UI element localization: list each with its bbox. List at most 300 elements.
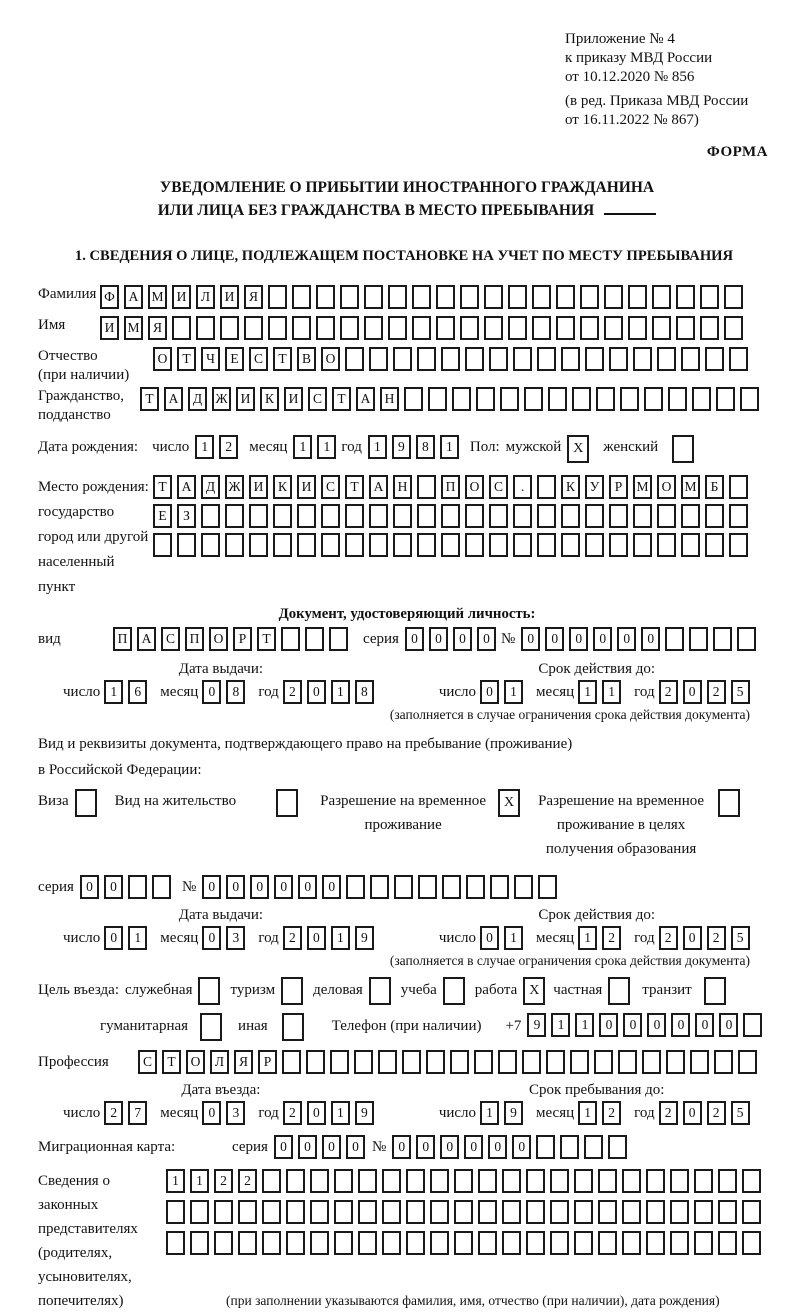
char-cell[interactable]: 0: [322, 1135, 341, 1159]
male-checkbox[interactable]: X: [567, 435, 589, 463]
char-cell[interactable]: 0: [641, 627, 660, 651]
char-cell[interactable]: 9: [504, 1101, 523, 1125]
char-cell[interactable]: [476, 387, 495, 411]
char-cell[interactable]: [724, 285, 743, 309]
char-cell[interactable]: 1: [190, 1169, 209, 1193]
char-cell[interactable]: [657, 504, 676, 528]
char-cell[interactable]: [646, 1231, 665, 1255]
char-cell[interactable]: [190, 1231, 209, 1255]
char-cell[interactable]: [502, 1169, 521, 1193]
char-cell[interactable]: Т: [140, 387, 159, 411]
char-cell[interactable]: Т: [332, 387, 351, 411]
char-cell[interactable]: [560, 1135, 579, 1159]
char-cell[interactable]: [316, 316, 335, 340]
char-cell[interactable]: [321, 504, 340, 528]
char-cell[interactable]: 8: [226, 680, 245, 704]
char-cell[interactable]: [537, 504, 556, 528]
char-cell[interactable]: Р: [609, 475, 628, 499]
char-cell[interactable]: И: [236, 387, 255, 411]
char-cell[interactable]: [321, 533, 340, 557]
char-cell[interactable]: Л: [210, 1050, 229, 1074]
char-cell[interactable]: 2: [283, 1101, 302, 1125]
char-cell[interactable]: [441, 504, 460, 528]
char-cell[interactable]: [220, 316, 239, 340]
char-cell[interactable]: 0: [274, 875, 293, 899]
vnj-checkbox[interactable]: [276, 789, 298, 817]
char-cell[interactable]: [382, 1200, 401, 1224]
char-cell[interactable]: 1: [578, 1101, 597, 1125]
char-cell[interactable]: [628, 285, 647, 309]
char-cell[interactable]: [700, 285, 719, 309]
char-cell[interactable]: 3: [226, 1101, 245, 1125]
char-cell[interactable]: 0: [695, 1013, 714, 1037]
char-cell[interactable]: [454, 1231, 473, 1255]
char-cell[interactable]: 1: [317, 435, 336, 459]
char-cell[interactable]: [310, 1200, 329, 1224]
char-cell[interactable]: 1: [575, 1013, 594, 1037]
char-cell[interactable]: [670, 1200, 689, 1224]
char-cell[interactable]: 0: [453, 627, 472, 651]
char-cell[interactable]: [441, 347, 460, 371]
char-cell[interactable]: 5: [731, 680, 750, 704]
char-cell[interactable]: Т: [153, 475, 172, 499]
char-cell[interactable]: [644, 387, 663, 411]
char-cell[interactable]: [633, 347, 652, 371]
char-cell[interactable]: [214, 1231, 233, 1255]
char-cell[interactable]: 8: [416, 435, 435, 459]
char-cell[interactable]: [670, 1169, 689, 1193]
char-cell[interactable]: [598, 1200, 617, 1224]
char-cell[interactable]: [574, 1231, 593, 1255]
char-cell[interactable]: [652, 316, 671, 340]
char-cell[interactable]: 2: [602, 1101, 621, 1125]
char-cell[interactable]: 0: [647, 1013, 666, 1037]
char-cell[interactable]: [665, 627, 684, 651]
char-cell[interactable]: [668, 387, 687, 411]
char-cell[interactable]: 0: [405, 627, 424, 651]
char-cell[interactable]: 1: [195, 435, 214, 459]
char-cell[interactable]: [502, 1231, 521, 1255]
char-cell[interactable]: Е: [153, 504, 172, 528]
char-cell[interactable]: [402, 1050, 421, 1074]
char-cell[interactable]: [681, 347, 700, 371]
char-cell[interactable]: [738, 1050, 757, 1074]
char-cell[interactable]: [570, 1050, 589, 1074]
char-cell[interactable]: 2: [707, 680, 726, 704]
char-cell[interactable]: 1: [504, 926, 523, 950]
char-cell[interactable]: [489, 347, 508, 371]
char-cell[interactable]: Я: [244, 285, 263, 309]
char-cell[interactable]: [201, 504, 220, 528]
char-cell[interactable]: Ф: [100, 285, 119, 309]
char-cell[interactable]: Л: [196, 285, 215, 309]
char-cell[interactable]: 0: [307, 680, 326, 704]
char-cell[interactable]: 2: [659, 1101, 678, 1125]
char-cell[interactable]: И: [284, 387, 303, 411]
char-cell[interactable]: 1: [293, 435, 312, 459]
char-cell[interactable]: Я: [234, 1050, 253, 1074]
char-cell[interactable]: 0: [416, 1135, 435, 1159]
char-cell[interactable]: [474, 1050, 493, 1074]
char-cell[interactable]: [450, 1050, 469, 1074]
char-cell[interactable]: [700, 316, 719, 340]
char-cell[interactable]: [657, 533, 676, 557]
char-cell[interactable]: [329, 627, 348, 651]
char-cell[interactable]: [345, 504, 364, 528]
char-cell[interactable]: [388, 285, 407, 309]
rvpo-checkbox[interactable]: [718, 789, 740, 817]
char-cell[interactable]: П: [185, 627, 204, 651]
char-cell[interactable]: [742, 1231, 761, 1255]
char-cell[interactable]: 1: [368, 435, 387, 459]
char-cell[interactable]: 2: [707, 1101, 726, 1125]
char-cell[interactable]: [478, 1169, 497, 1193]
char-cell[interactable]: [172, 316, 191, 340]
char-cell[interactable]: [737, 627, 756, 651]
char-cell[interactable]: Б: [705, 475, 724, 499]
char-cell[interactable]: [393, 504, 412, 528]
char-cell[interactable]: 0: [298, 1135, 317, 1159]
char-cell[interactable]: [442, 875, 461, 899]
char-cell[interactable]: [642, 1050, 661, 1074]
char-cell[interactable]: А: [124, 285, 143, 309]
char-cell[interactable]: [676, 285, 695, 309]
purpose-humanitarian-checkbox[interactable]: [200, 1013, 222, 1041]
char-cell[interactable]: [406, 1231, 425, 1255]
char-cell[interactable]: [394, 875, 413, 899]
char-cell[interactable]: [652, 285, 671, 309]
char-cell[interactable]: 0: [226, 875, 245, 899]
char-cell[interactable]: 1: [166, 1169, 185, 1193]
char-cell[interactable]: 1: [551, 1013, 570, 1037]
char-cell[interactable]: 8: [355, 680, 374, 704]
char-cell[interactable]: [537, 475, 556, 499]
char-cell[interactable]: 0: [464, 1135, 483, 1159]
char-cell[interactable]: [484, 316, 503, 340]
char-cell[interactable]: [594, 1050, 613, 1074]
char-cell[interactable]: [370, 875, 389, 899]
char-cell[interactable]: 2: [219, 435, 238, 459]
char-cell[interactable]: [177, 533, 196, 557]
char-cell[interactable]: [465, 347, 484, 371]
char-cell[interactable]: [657, 347, 676, 371]
char-cell[interactable]: 9: [392, 435, 411, 459]
char-cell[interactable]: Ч: [201, 347, 220, 371]
char-cell[interactable]: [604, 285, 623, 309]
char-cell[interactable]: [478, 1200, 497, 1224]
char-cell[interactable]: [550, 1200, 569, 1224]
char-cell[interactable]: [692, 387, 711, 411]
char-cell[interactable]: [382, 1169, 401, 1193]
char-cell[interactable]: 0: [322, 875, 341, 899]
purpose-transit-checkbox[interactable]: [704, 977, 726, 1005]
char-cell[interactable]: [585, 504, 604, 528]
char-cell[interactable]: [585, 347, 604, 371]
char-cell[interactable]: [500, 387, 519, 411]
char-cell[interactable]: [490, 875, 509, 899]
char-cell[interactable]: [334, 1200, 353, 1224]
char-cell[interactable]: [585, 533, 604, 557]
char-cell[interactable]: [358, 1231, 377, 1255]
char-cell[interactable]: [166, 1200, 185, 1224]
char-cell[interactable]: 0: [569, 627, 588, 651]
char-cell[interactable]: С: [249, 347, 268, 371]
char-cell[interactable]: Р: [258, 1050, 277, 1074]
char-cell[interactable]: [404, 387, 423, 411]
char-cell[interactable]: [556, 285, 575, 309]
char-cell[interactable]: [417, 533, 436, 557]
char-cell[interactable]: [550, 1169, 569, 1193]
char-cell[interactable]: В: [297, 347, 316, 371]
char-cell[interactable]: [513, 347, 532, 371]
purpose-other-checkbox[interactable]: [282, 1013, 304, 1041]
char-cell[interactable]: [666, 1050, 685, 1074]
char-cell[interactable]: 0: [480, 680, 499, 704]
char-cell[interactable]: 1: [331, 926, 350, 950]
char-cell[interactable]: [713, 627, 732, 651]
char-cell[interactable]: 9: [355, 926, 374, 950]
char-cell[interactable]: З: [177, 504, 196, 528]
char-cell[interactable]: 0: [202, 926, 221, 950]
char-cell[interactable]: 0: [440, 1135, 459, 1159]
char-cell[interactable]: [412, 285, 431, 309]
char-cell[interactable]: 0: [512, 1135, 531, 1159]
char-cell[interactable]: С: [489, 475, 508, 499]
char-cell[interactable]: [705, 504, 724, 528]
char-cell[interactable]: 0: [683, 1101, 702, 1125]
char-cell[interactable]: 0: [521, 627, 540, 651]
char-cell[interactable]: [580, 316, 599, 340]
char-cell[interactable]: [538, 875, 557, 899]
char-cell[interactable]: [537, 347, 556, 371]
char-cell[interactable]: [286, 1231, 305, 1255]
char-cell[interactable]: [273, 533, 292, 557]
char-cell[interactable]: [358, 1200, 377, 1224]
female-checkbox[interactable]: [672, 435, 694, 463]
char-cell[interactable]: [346, 875, 365, 899]
char-cell[interactable]: [369, 504, 388, 528]
char-cell[interactable]: [526, 1231, 545, 1255]
char-cell[interactable]: И: [220, 285, 239, 309]
char-cell[interactable]: [441, 533, 460, 557]
char-cell[interactable]: 0: [202, 680, 221, 704]
char-cell[interactable]: [201, 533, 220, 557]
char-cell[interactable]: 2: [283, 680, 302, 704]
char-cell[interactable]: 1: [331, 1101, 350, 1125]
purpose-private-checkbox[interactable]: [608, 977, 630, 1005]
char-cell[interactable]: [742, 1200, 761, 1224]
char-cell[interactable]: [498, 1050, 517, 1074]
char-cell[interactable]: [729, 347, 748, 371]
char-cell[interactable]: [406, 1200, 425, 1224]
char-cell[interactable]: Т: [345, 475, 364, 499]
char-cell[interactable]: [281, 627, 300, 651]
char-cell[interactable]: Е: [225, 347, 244, 371]
char-cell[interactable]: 0: [104, 926, 123, 950]
char-cell[interactable]: [561, 533, 580, 557]
char-cell[interactable]: [478, 1231, 497, 1255]
char-cell[interactable]: [465, 504, 484, 528]
char-cell[interactable]: 0: [429, 627, 448, 651]
char-cell[interactable]: [369, 347, 388, 371]
char-cell[interactable]: [273, 504, 292, 528]
char-cell[interactable]: 9: [527, 1013, 546, 1037]
char-cell[interactable]: Н: [380, 387, 399, 411]
rvp-checkbox[interactable]: X: [498, 789, 520, 817]
char-cell[interactable]: [286, 1200, 305, 1224]
char-cell[interactable]: [681, 533, 700, 557]
char-cell[interactable]: [153, 533, 172, 557]
char-cell[interactable]: 2: [214, 1169, 233, 1193]
char-cell[interactable]: 0: [104, 875, 123, 899]
char-cell[interactable]: [608, 1135, 627, 1159]
char-cell[interactable]: М: [681, 475, 700, 499]
char-cell[interactable]: 0: [202, 875, 221, 899]
char-cell[interactable]: 0: [392, 1135, 411, 1159]
char-cell[interactable]: [466, 875, 485, 899]
char-cell[interactable]: О: [465, 475, 484, 499]
char-cell[interactable]: [214, 1200, 233, 1224]
char-cell[interactable]: [484, 285, 503, 309]
char-cell[interactable]: [417, 504, 436, 528]
char-cell[interactable]: У: [585, 475, 604, 499]
char-cell[interactable]: [262, 1231, 281, 1255]
char-cell[interactable]: [128, 875, 147, 899]
char-cell[interactable]: [465, 533, 484, 557]
char-cell[interactable]: И: [100, 316, 119, 340]
char-cell[interactable]: О: [186, 1050, 205, 1074]
char-cell[interactable]: [412, 316, 431, 340]
char-cell[interactable]: А: [137, 627, 156, 651]
char-cell[interactable]: [532, 285, 551, 309]
char-cell[interactable]: М: [124, 316, 143, 340]
char-cell[interactable]: [393, 533, 412, 557]
char-cell[interactable]: [550, 1231, 569, 1255]
char-cell[interactable]: [334, 1169, 353, 1193]
char-cell[interactable]: [340, 316, 359, 340]
char-cell[interactable]: Т: [177, 347, 196, 371]
char-cell[interactable]: [609, 504, 628, 528]
char-cell[interactable]: [609, 347, 628, 371]
char-cell[interactable]: [244, 316, 263, 340]
char-cell[interactable]: [729, 475, 748, 499]
char-cell[interactable]: О: [153, 347, 172, 371]
char-cell[interactable]: [364, 285, 383, 309]
char-cell[interactable]: [537, 533, 556, 557]
char-cell[interactable]: 0: [683, 680, 702, 704]
char-cell[interactable]: Я: [148, 316, 167, 340]
char-cell[interactable]: [604, 316, 623, 340]
char-cell[interactable]: О: [209, 627, 228, 651]
char-cell[interactable]: [249, 533, 268, 557]
char-cell[interactable]: [316, 285, 335, 309]
char-cell[interactable]: [622, 1200, 641, 1224]
char-cell[interactable]: [358, 1169, 377, 1193]
char-cell[interactable]: .: [513, 475, 532, 499]
char-cell[interactable]: [561, 347, 580, 371]
char-cell[interactable]: [166, 1231, 185, 1255]
char-cell[interactable]: [628, 316, 647, 340]
char-cell[interactable]: Ж: [212, 387, 231, 411]
char-cell[interactable]: [572, 387, 591, 411]
char-cell[interactable]: [292, 285, 311, 309]
char-cell[interactable]: [694, 1200, 713, 1224]
char-cell[interactable]: [514, 875, 533, 899]
char-cell[interactable]: [430, 1200, 449, 1224]
char-cell[interactable]: 0: [545, 627, 564, 651]
char-cell[interactable]: [452, 387, 471, 411]
char-cell[interactable]: [596, 387, 615, 411]
char-cell[interactable]: [428, 387, 447, 411]
char-cell[interactable]: 1: [331, 680, 350, 704]
char-cell[interactable]: [310, 1231, 329, 1255]
char-cell[interactable]: [574, 1200, 593, 1224]
char-cell[interactable]: [454, 1200, 473, 1224]
char-cell[interactable]: 2: [283, 926, 302, 950]
char-cell[interactable]: Ж: [225, 475, 244, 499]
char-cell[interactable]: Т: [273, 347, 292, 371]
char-cell[interactable]: 0: [593, 627, 612, 651]
char-cell[interactable]: [190, 1200, 209, 1224]
char-cell[interactable]: 0: [623, 1013, 642, 1037]
char-cell[interactable]: [225, 533, 244, 557]
char-cell[interactable]: [536, 1135, 555, 1159]
char-cell[interactable]: [306, 1050, 325, 1074]
char-cell[interactable]: [340, 285, 359, 309]
char-cell[interactable]: [238, 1231, 257, 1255]
char-cell[interactable]: О: [657, 475, 676, 499]
char-cell[interactable]: 2: [602, 926, 621, 950]
char-cell[interactable]: 1: [128, 926, 147, 950]
char-cell[interactable]: 7: [128, 1101, 147, 1125]
char-cell[interactable]: 6: [128, 680, 147, 704]
char-cell[interactable]: [718, 1200, 737, 1224]
char-cell[interactable]: К: [260, 387, 279, 411]
char-cell[interactable]: 0: [307, 926, 326, 950]
char-cell[interactable]: [584, 1135, 603, 1159]
char-cell[interactable]: К: [273, 475, 292, 499]
char-cell[interactable]: Т: [257, 627, 276, 651]
char-cell[interactable]: [694, 1231, 713, 1255]
char-cell[interactable]: М: [633, 475, 652, 499]
char-cell[interactable]: А: [177, 475, 196, 499]
char-cell[interactable]: [345, 533, 364, 557]
char-cell[interactable]: [513, 533, 532, 557]
char-cell[interactable]: [225, 504, 244, 528]
char-cell[interactable]: [646, 1169, 665, 1193]
char-cell[interactable]: [460, 285, 479, 309]
char-cell[interactable]: С: [321, 475, 340, 499]
char-cell[interactable]: [526, 1169, 545, 1193]
char-cell[interactable]: С: [308, 387, 327, 411]
char-cell[interactable]: 0: [683, 926, 702, 950]
purpose-business-checkbox[interactable]: [198, 977, 220, 1005]
char-cell[interactable]: [676, 316, 695, 340]
char-cell[interactable]: [508, 316, 527, 340]
char-cell[interactable]: [382, 1231, 401, 1255]
char-cell[interactable]: И: [249, 475, 268, 499]
char-cell[interactable]: [406, 1169, 425, 1193]
char-cell[interactable]: Н: [393, 475, 412, 499]
purpose-work-checkbox[interactable]: X: [523, 977, 545, 1005]
char-cell[interactable]: [724, 316, 743, 340]
purpose-study-checkbox[interactable]: [443, 977, 465, 1005]
char-cell[interactable]: [633, 533, 652, 557]
char-cell[interactable]: 0: [80, 875, 99, 899]
char-cell[interactable]: [196, 316, 215, 340]
char-cell[interactable]: [742, 1169, 761, 1193]
char-cell[interactable]: 0: [346, 1135, 365, 1159]
